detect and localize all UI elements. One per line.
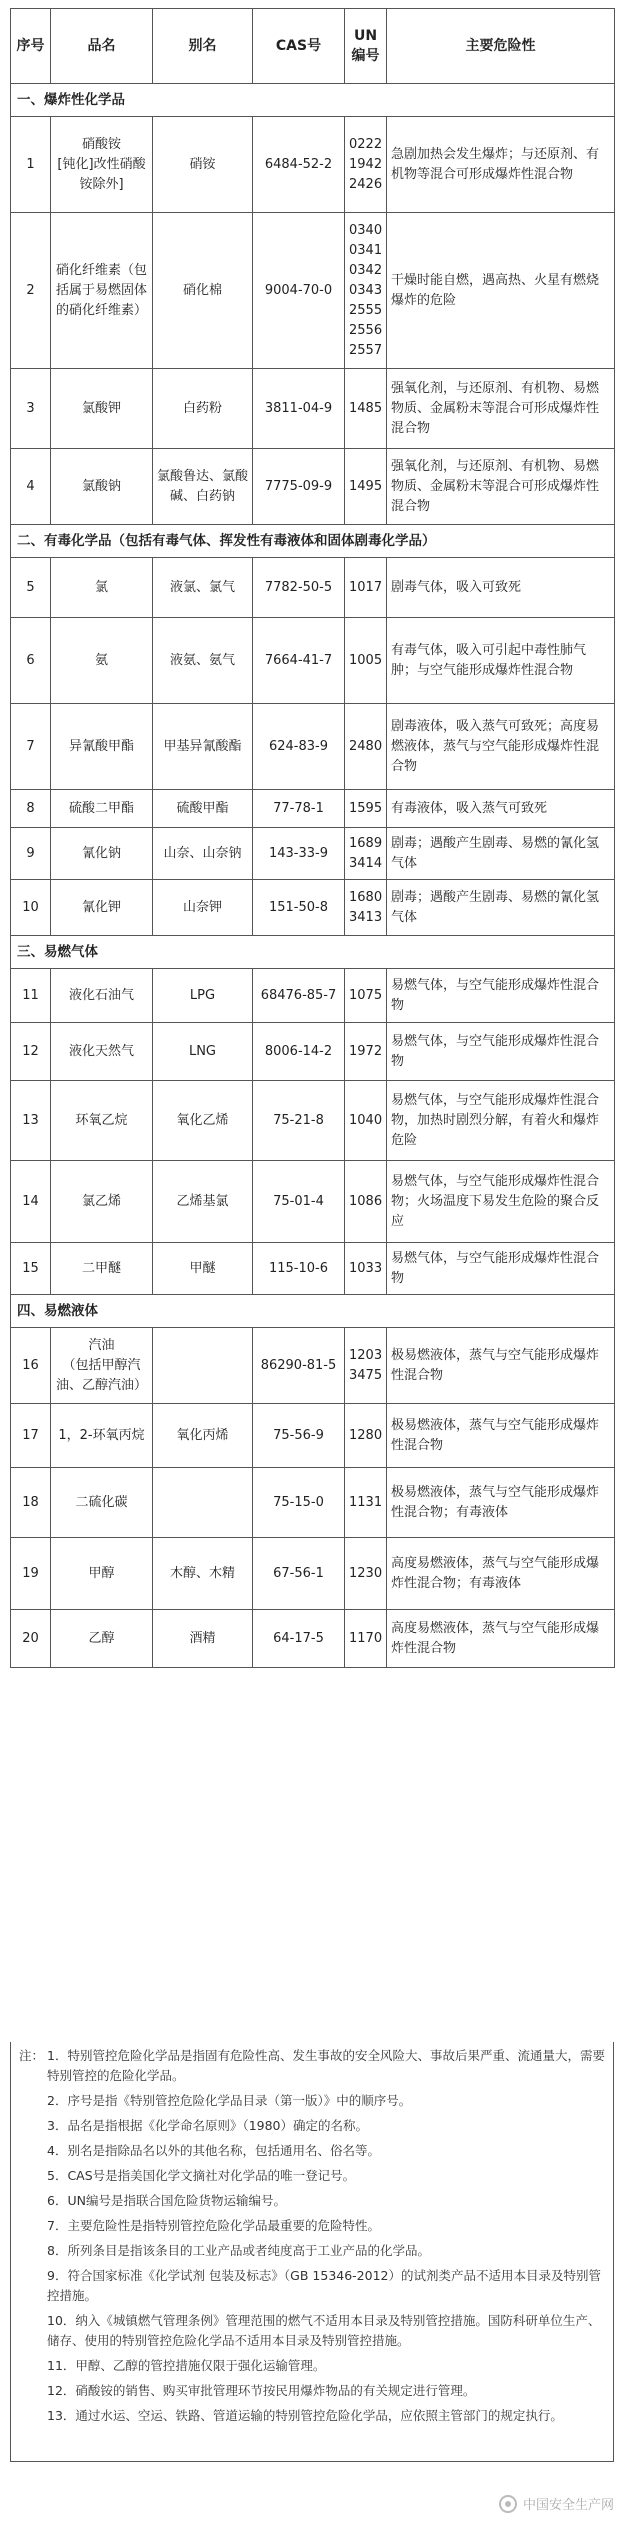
cell-un: 1033 <box>345 1243 387 1295</box>
note-item: 9．符合国家标准《化学试剂 包装及标志》（GB 15346-2012）的试剂类产品不适用本目录及特别管控措施。 <box>47 2268 601 2303</box>
cell-alias: 硝铵 <box>153 117 253 213</box>
cell-no: 20 <box>11 1610 51 1668</box>
cell-alias: 氯酸鲁达、氯酸碱、白药钠 <box>153 449 253 525</box>
cell-hazard: 极易燃液体，蒸气与空气能形成爆炸性混合物；有毒液体 <box>387 1468 615 1538</box>
table-row <box>11 558 615 618</box>
cell-name: 甲醇 <box>51 1538 153 1610</box>
cell-hazard: 易燃气体，与空气能形成爆炸性混合物 <box>387 969 615 1023</box>
section-title: 二、有毒化学品（包括有毒气体、挥发性有毒液体和固体剧毒化学品） <box>11 525 615 558</box>
cell-no: 5 <box>11 558 51 618</box>
table-row <box>11 1610 615 1668</box>
cell-un: 1203 3475 <box>345 1328 387 1404</box>
table-row <box>11 449 615 525</box>
cell-hazard: 易燃气体，与空气能形成爆炸性混合物；火场温度下易发生危险的聚合反应 <box>387 1161 615 1243</box>
cell-name: 硝酸铵 [钝化]改性硝酸铵除外] <box>51 117 153 213</box>
cell-cas: 6484-52-2 <box>253 117 345 213</box>
cell-name: 氯酸钾 <box>51 369 153 449</box>
cell-no: 15 <box>11 1243 51 1295</box>
note-item: 13．通过水运、空运、铁路、管道运输的特别管控危险化学品，应依照主管部门的规定执行。 <box>47 2408 563 2423</box>
cell-name: 液化石油气 <box>51 969 153 1023</box>
cell-hazard: 剧毒气体，吸入可致死 <box>387 558 615 618</box>
cell-hazard: 极易燃液体，蒸气与空气能形成爆炸性混合物 <box>387 1404 615 1468</box>
watermark-text: 中国安全生产网 <box>522 2498 614 2513</box>
cell-no: 7 <box>11 704 51 790</box>
note-item: 4．别名是指除品名以外的其他名称，包括通用名、俗名等。 <box>47 2143 380 2158</box>
cell-un: 1086 <box>345 1161 387 1243</box>
note-item: 6．UN编号是指联合国危险货物运输编号。 <box>47 2193 286 2208</box>
cell-no: 16 <box>11 1328 51 1404</box>
cell-no: 17 <box>11 1404 51 1468</box>
cell-alias: 甲基异氰酸酯 <box>153 704 253 790</box>
note-item: 3．品名是指根据《化学命名原则》（1980）确定的名称。 <box>47 2118 369 2133</box>
table-row <box>11 704 615 790</box>
cell-alias: 木醇、木精 <box>153 1538 253 1610</box>
table-row <box>11 1538 615 1610</box>
cell-name: 硝化纤维素（包括属于易燃固体的硝化纤维素） <box>51 213 153 369</box>
cell-un: 1495 <box>345 449 387 525</box>
cell-alias <box>153 1468 253 1538</box>
cell-cas: 9004-70-0 <box>253 213 345 369</box>
cell-un: 1170 <box>345 1610 387 1668</box>
cell-un: 1230 <box>345 1538 387 1610</box>
cell-no: 11 <box>11 969 51 1023</box>
header-un: UN编号 <box>345 9 387 84</box>
hazardous-chemicals-table <box>10 8 615 1668</box>
cell-no: 4 <box>11 449 51 525</box>
cell-hazard: 剧毒液体，吸入蒸气可致死；高度易燃液体，蒸气与空气能形成爆炸性混合物 <box>387 704 615 790</box>
cell-name: 氯乙烯 <box>51 1161 153 1243</box>
cell-hazard: 干燥时能自燃，遇高热、火星有燃烧爆炸的危险 <box>387 213 615 369</box>
cell-un: 1131 <box>345 1468 387 1538</box>
notes-block <box>10 2042 614 2462</box>
cell-alias: 液氨、氨气 <box>153 618 253 704</box>
cell-cas: 143-33-9 <box>253 828 345 880</box>
cell-cas: 67-56-1 <box>253 1538 345 1610</box>
cell-alias: 氧化丙烯 <box>153 1404 253 1468</box>
cell-hazard: 剧毒；遇酸产生剧毒、易燃的氰化氢气体 <box>387 828 615 880</box>
cell-alias: 硫酸甲酯 <box>153 790 253 828</box>
cell-un: 1040 <box>345 1081 387 1161</box>
cell-un: 0222 1942 2426 <box>345 117 387 213</box>
table-row <box>11 1328 615 1404</box>
cell-name: 乙醇 <box>51 1610 153 1668</box>
cell-hazard: 极易燃液体，蒸气与空气能形成爆炸性混合物 <box>387 1328 615 1404</box>
table-body <box>11 84 615 1668</box>
table-row <box>11 618 615 704</box>
cell-cas: 75-21-8 <box>253 1081 345 1161</box>
table-row <box>11 969 615 1023</box>
cell-cas: 624-83-9 <box>253 704 345 790</box>
header-cas: CAS号 <box>253 9 345 84</box>
cell-hazard: 强氧化剂，与还原剂、有机物、易燃物质、金属粉末等混合可形成爆炸性混合物 <box>387 449 615 525</box>
cell-cas: 64-17-5 <box>253 1610 345 1668</box>
watermark <box>499 2494 614 2513</box>
cell-hazard: 有毒气体，吸入可引起中毒性肺气肿；与空气能形成爆炸性混合物 <box>387 618 615 704</box>
section-row <box>11 936 615 969</box>
table-row <box>11 790 615 828</box>
cell-alias: 山奈钾 <box>153 880 253 936</box>
cell-no: 13 <box>11 1081 51 1161</box>
section-title: 三、易燃气体 <box>11 936 615 969</box>
cell-alias: 氧化乙烯 <box>153 1081 253 1161</box>
cell-alias: 甲醚 <box>153 1243 253 1295</box>
cell-no: 14 <box>11 1161 51 1243</box>
cell-un: 1689 3414 <box>345 828 387 880</box>
cell-alias: 硝化棉 <box>153 213 253 369</box>
note-item: 8．所列条目是指该条目的工业产品或者纯度高于工业产品的化学品。 <box>47 2243 430 2258</box>
section-title: 四、易燃液体 <box>11 1295 615 1328</box>
table-row <box>11 1023 615 1081</box>
note-item: 7．主要危险性是指特别管控危险化学品最重要的危险特性。 <box>47 2218 380 2233</box>
cell-no: 2 <box>11 213 51 369</box>
section-row <box>11 1295 615 1328</box>
notes-title: 注： <box>19 2048 45 2063</box>
cell-hazard: 高度易燃液体，蒸气与空气能形成爆炸性混合物 <box>387 1610 615 1668</box>
cell-cas: 86290-81-5 <box>253 1328 345 1404</box>
cell-alias <box>153 1328 253 1404</box>
cell-un: 1280 <box>345 1404 387 1468</box>
table-row <box>11 1243 615 1295</box>
cell-alias: 液氯、氯气 <box>153 558 253 618</box>
cell-name: 氨 <box>51 618 153 704</box>
cell-un: 1075 <box>345 969 387 1023</box>
cell-cas: 75-15-0 <box>253 1468 345 1538</box>
cell-cas: 115-10-6 <box>253 1243 345 1295</box>
cell-name: 液化天然气 <box>51 1023 153 1081</box>
cell-hazard: 急剧加热会发生爆炸；与还原剂、有机物等混合可形成爆炸性混合物 <box>387 117 615 213</box>
cell-no: 3 <box>11 369 51 449</box>
cell-alias: 山奈、山奈钠 <box>153 828 253 880</box>
cell-cas: 68476-85-7 <box>253 969 345 1023</box>
cell-cas: 7782-50-5 <box>253 558 345 618</box>
cell-cas: 3811-04-9 <box>253 369 345 449</box>
table-row <box>11 1081 615 1161</box>
cell-cas: 7664-41-7 <box>253 618 345 704</box>
table-row <box>11 117 615 213</box>
cell-name: 汽油 （包括甲醇汽油、乙醇汽油） <box>51 1328 153 1404</box>
cell-name: 硫酸二甲酯 <box>51 790 153 828</box>
cell-name: 氯酸钠 <box>51 449 153 525</box>
cell-hazard: 易燃气体，与空气能形成爆炸性混合物，加热时剧烈分解，有着火和爆炸危险 <box>387 1081 615 1161</box>
note-item: 12．硝酸铵的销售、购买审批管理环节按民用爆炸物品的有关规定进行管理。 <box>47 2383 476 2398</box>
header-alias: 别名 <box>153 9 253 84</box>
cell-alias: 白药粉 <box>153 369 253 449</box>
cell-alias: 乙烯基氯 <box>153 1161 253 1243</box>
note-item: 5．CAS号是指美国化学文摘社对化学品的唯一登记号。 <box>47 2168 356 2183</box>
cell-name: 异氰酸甲酯 <box>51 704 153 790</box>
cell-no: 9 <box>11 828 51 880</box>
cell-un: 1485 <box>345 369 387 449</box>
cell-un: 1680 3413 <box>345 880 387 936</box>
cell-no: 8 <box>11 790 51 828</box>
table-header-row <box>11 9 615 84</box>
cell-hazard: 高度易燃液体，蒸气与空气能形成爆炸性混合物；有毒液体 <box>387 1538 615 1610</box>
table-row <box>11 828 615 880</box>
cell-hazard: 有毒液体，吸入蒸气可致死 <box>387 790 615 828</box>
cell-un: 1595 <box>345 790 387 828</box>
cell-cas: 8006-14-2 <box>253 1023 345 1081</box>
note-item: 2．序号是指《特别管控危险化学品目录（第一版）》中的顺序号。 <box>47 2093 412 2108</box>
table-row <box>11 369 615 449</box>
table-row <box>11 880 615 936</box>
cell-no: 10 <box>11 880 51 936</box>
cell-hazard: 强氧化剂，与还原剂、有机物、易燃物质、金属粉末等混合可形成爆炸性混合物 <box>387 369 615 449</box>
notes-list <box>19 2046 605 2426</box>
cell-alias: LNG <box>153 1023 253 1081</box>
cell-hazard: 剧毒；遇酸产生剧毒、易燃的氰化氢气体 <box>387 880 615 936</box>
cell-cas: 75-01-4 <box>253 1161 345 1243</box>
cell-name: 1，2-环氧丙烷 <box>51 1404 153 1468</box>
note-item: 10．纳入《城镇燃气管理条例》管理范围的燃气不适用本目录及特别管控措施。国防科研单位生产、储存、使用的特别管控危险化学品不适用本目录及特别管控措施。 <box>47 2313 601 2348</box>
table-row <box>11 213 615 369</box>
section-title: 一、爆炸性化学品 <box>11 84 615 117</box>
cell-name: 二甲醚 <box>51 1243 153 1295</box>
header-name: 品名 <box>51 9 153 84</box>
table-row <box>11 1468 615 1538</box>
cell-un: 1005 <box>345 618 387 704</box>
cell-cas: 151-50-8 <box>253 880 345 936</box>
cell-no: 18 <box>11 1468 51 1538</box>
cell-name: 氰化钠 <box>51 828 153 880</box>
header-hazard: 主要危险性 <box>387 9 615 84</box>
cell-no: 1 <box>11 117 51 213</box>
cell-alias: 酒精 <box>153 1610 253 1668</box>
cell-hazard: 易燃气体，与空气能形成爆炸性混合物 <box>387 1243 615 1295</box>
cell-hazard: 易燃气体，与空气能形成爆炸性混合物 <box>387 1023 615 1081</box>
wechat-icon <box>499 2495 517 2513</box>
cell-alias: LPG <box>153 969 253 1023</box>
cell-name: 二硫化碳 <box>51 1468 153 1538</box>
cell-un: 2480 <box>345 704 387 790</box>
cell-no: 12 <box>11 1023 51 1081</box>
cell-no: 6 <box>11 618 51 704</box>
section-row <box>11 525 615 558</box>
section-row <box>11 84 615 117</box>
cell-cas: 77-78-1 <box>253 790 345 828</box>
table-row <box>11 1404 615 1468</box>
header-no: 序号 <box>11 9 51 84</box>
cell-un: 1017 <box>345 558 387 618</box>
cell-un: 1972 <box>345 1023 387 1081</box>
table-row <box>11 1161 615 1243</box>
cell-cas: 7775-09-9 <box>253 449 345 525</box>
cell-no: 19 <box>11 1538 51 1610</box>
cell-un: 0340 0341 0342 0343 2555 2556 2557 <box>345 213 387 369</box>
cell-name: 氰化钾 <box>51 880 153 936</box>
note-item: 11．甲醇、乙醇的管控措施仅限于强化运输管理。 <box>47 2358 326 2373</box>
cell-cas: 75-56-9 <box>253 1404 345 1468</box>
cell-name: 环氧乙烷 <box>51 1081 153 1161</box>
cell-name: 氯 <box>51 558 153 618</box>
note-item: 1．特别管控危险化学品是指固有危险性高、发生事故的安全风险大、事故后果严重、流通量大，需要特别管控的危险化学品。 <box>47 2048 605 2083</box>
